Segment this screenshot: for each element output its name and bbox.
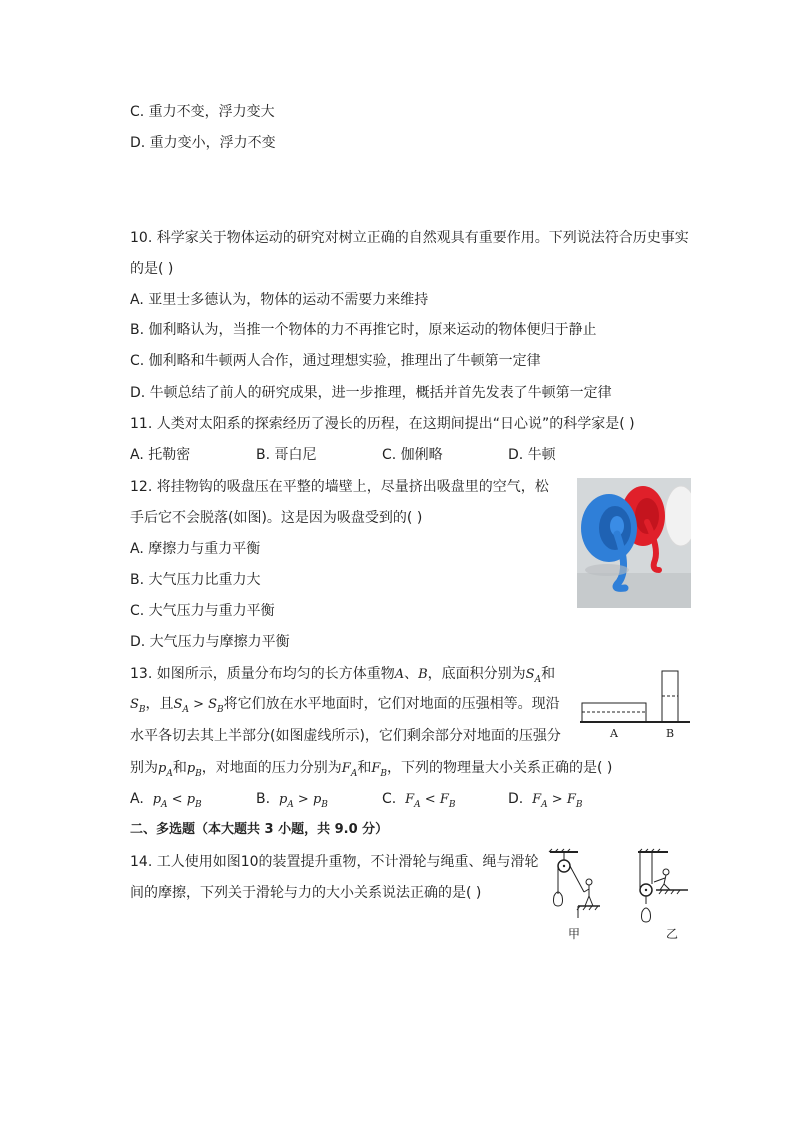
q12-option-a: A. 摩擦力与重力平衡 (130, 541, 261, 557)
q14-stem-line2: 间的摩擦，下列关于滑轮与力的大小关系说法正确的是( ) (130, 885, 482, 901)
q13-option-d: D. $F_A > F_B$ (508, 791, 583, 810)
q12-stem-line2: 手后它不会脱落(如图)。这是因为吸盘受到的( ) (130, 510, 423, 526)
worker-head-yi (663, 869, 669, 875)
q13-stem-line4: 别为$p_A$和$p_B$，对地面的压力分别为$F_A$和$F_B$，下列的物理量大小关系正确的是( ) (130, 760, 613, 779)
q11-option-b: B. 哥白尼 (256, 447, 317, 463)
label-a: A (610, 727, 618, 740)
q11-stem: 11. 人类对太阳系的探索经历了漫长的历程，在这期间提出“日心说”的科学家是( ) (130, 416, 635, 432)
q12-option-c: C. 大气压力与重力平衡 (130, 603, 275, 619)
label-jia: 甲 (567, 927, 581, 941)
q12-option-b: B. 大气压力比重力大 (130, 572, 261, 588)
q13-option-c: C. $F_A < F_B$ (382, 791, 456, 810)
q13-option-a: A. $p_A < p_B$ (130, 791, 202, 810)
q13-option-b: B. $p_A > p_B$ (256, 791, 328, 810)
q10-option-c: C. 伽利略和牛顿两人合作，通过理想实验，推理出了牛顿第一定律 (130, 353, 541, 369)
weight-jia (554, 892, 563, 906)
q10-stem-line1: 10. 科学家关于物体运动的研究对树立正确的自然观具有重要作用。下列说法符合历史事实 (130, 230, 689, 246)
weight-yi (642, 908, 651, 922)
q10-option-b: B. 伽利略认为，当推一个物体的力不再推它时，原来运动的物体便归于静止 (130, 322, 597, 338)
q9-option-c: C. 重力不变，浮力变大 (130, 104, 275, 120)
q11-option-c: C. 伽俐略 (382, 447, 443, 463)
q13-stem-line1: 13. 如图所示，质量分布均匀的长方体重物A、B，底面积分别为$S_A$和 (130, 666, 556, 685)
suction-hooks-photo (577, 478, 691, 608)
q13-blocks-figure (578, 665, 692, 741)
q11-option-d: D. 牛顿 (508, 447, 556, 463)
q12-stem-line1: 12. 将挂物钩的吸盘压在平整的墙壁上，尽量挤出吸盘里的空气，松 (130, 479, 549, 495)
q14-stem-line1: 14. 工人使用如图10的装置提升重物，不计滑轮与绳重、绳与滑轮 (130, 854, 539, 870)
label-b: B (665, 727, 675, 740)
worker-head-jia (586, 879, 592, 885)
section-heading-multiple-choice: 二、多选题（本大题共 3 小题，共 9.0 分） (130, 822, 389, 837)
q10-stem-line2: 的是( ) (130, 261, 174, 277)
q9-option-d: D. 重力变小，浮力不变 (130, 135, 276, 151)
q14-pulleys-figure (544, 848, 694, 944)
q11-option-a: A. 托勒密 (130, 447, 191, 463)
pulley-setup-yi (638, 849, 688, 941)
label-yi: 乙 (665, 927, 679, 941)
q13-stem-line3: 水平各切去其上半部分(如图虚线所示)，它们剩余部分对地面的压强分 (130, 728, 561, 744)
q10-option-a: A. 亚里士多德认为，物体的运动不需要力来维持 (130, 292, 429, 308)
pulley-setup-jia (549, 849, 600, 941)
q10-option-d: D. 牛顿总结了前人的研究成果，进一步推理，概括并首先发表了牛顿第一定律 (130, 385, 612, 401)
suction-hooks-illustration (577, 478, 691, 608)
q13-stem-line2: $S_B$，且$S_A > S_B$将它们放在水平地面时，它们对地面的压强相等。现沿 (130, 696, 560, 715)
q12-option-d: D. 大气压力与摩擦力平衡 (130, 634, 290, 650)
